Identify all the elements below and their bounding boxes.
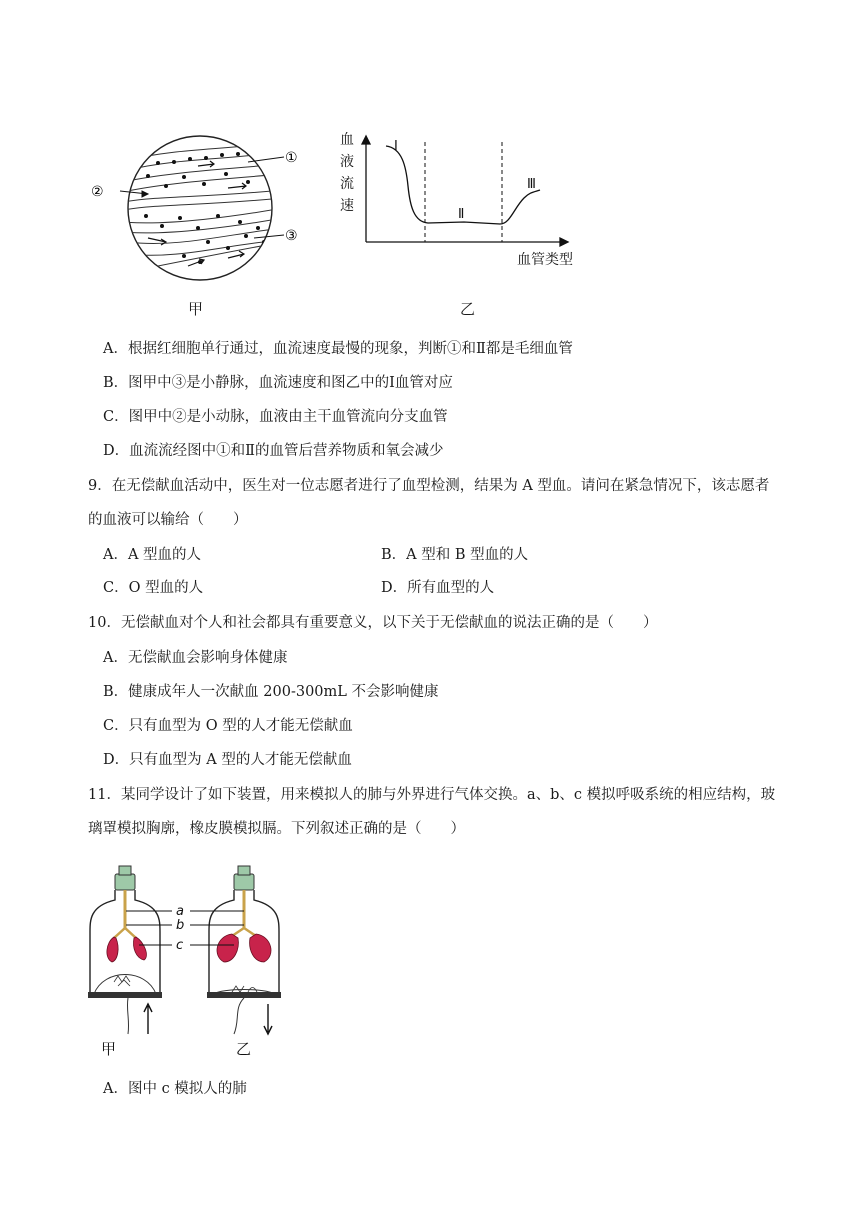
q9-option-b: B．A 型和 B 型血的人 xyxy=(381,547,529,563)
segment-label-3: Ⅲ xyxy=(527,177,536,192)
ylabel-char-3: 流 xyxy=(340,176,354,192)
q8-option-c: C．图甲中②是小动脉，血液由主干血管流向分支血管 xyxy=(103,409,448,425)
figure-caption-yi: 乙 xyxy=(460,300,476,318)
q8-option-b: B．图甲中③是小静脉，血流速度和图乙中的Ⅰ血管对应 xyxy=(103,375,453,391)
vessel-circle-figure xyxy=(88,130,318,300)
circle-label-3: ③ xyxy=(285,228,298,244)
flow-speed-graph xyxy=(334,126,584,276)
q10-option-a: A．无偿献血会影响身体健康 xyxy=(103,650,288,666)
segment-label-2: Ⅱ xyxy=(458,207,465,222)
label-a: a xyxy=(176,904,184,919)
ylabel-char-2: 液 xyxy=(340,154,354,170)
q8-option-a: A．根据红细胞单行通过，血流速度最慢的现象，判断①和Ⅱ都是毛细血管 xyxy=(103,341,573,357)
q10-stem: 10．无偿献血对个人和社会都具有重要意义，以下关于无偿献血的说法正确的是（ ） xyxy=(88,615,658,631)
q9-option-d: D．所有血型的人 xyxy=(381,580,495,596)
bell-jar-figure xyxy=(84,864,304,1056)
circle-label-1: ① xyxy=(285,150,298,166)
circle-label-2: ② xyxy=(91,184,104,200)
label-b: b xyxy=(176,918,185,933)
figure-caption-jia: 甲 xyxy=(188,300,204,318)
segment-label-1: Ⅰ xyxy=(394,139,398,154)
bell-jar-right xyxy=(207,866,281,1034)
q11-option-a: A．图中 c 模拟人的肺 xyxy=(103,1081,247,1097)
q9-option-c: C．O 型血的人 xyxy=(103,580,204,596)
q10-option-b: B．健康成年人一次献血 200-300mL 不会影响健康 xyxy=(103,684,439,700)
q9-stem-line1: 9．在无偿献血活动中，医生对一位志愿者进行了血型检测，结果为 A 型血。请问在紧急情况下，该志愿者 xyxy=(88,478,770,494)
graph-xlabel: 血管类型 xyxy=(517,252,573,268)
q9-stem-line2: 的血液可以输给（ ） xyxy=(88,512,248,528)
label-c: c xyxy=(176,938,184,953)
ylabel-char-1: 血 xyxy=(340,132,354,148)
q11-stem-line1: 11．某同学设计了如下装置，用来模拟人的肺与外界进行气体交换。a、b、c 模拟呼吸系统的相应结构，玻 xyxy=(88,787,776,803)
q9-option-a: A．A 型血的人 xyxy=(103,547,202,563)
bell-caption-yi: 乙 xyxy=(236,1040,252,1056)
q10-option-d: D．只有血型为 A 型的人才能无偿献血 xyxy=(103,752,352,768)
q8-option-d: D．血流流经图中①和Ⅱ的血管后营养物质和氧会减少 xyxy=(103,443,444,459)
q11-stem-line2: 璃罩模拟胸廓，橡皮膜模拟膈。下列叙述正确的是（ ） xyxy=(88,821,465,837)
bell-jar-left xyxy=(88,866,162,1034)
bell-caption-jia: 甲 xyxy=(101,1040,117,1056)
ylabel-char-4: 速 xyxy=(340,198,354,214)
q10-option-c: C．只有血型为 O 型的人才能无偿献血 xyxy=(103,718,353,734)
